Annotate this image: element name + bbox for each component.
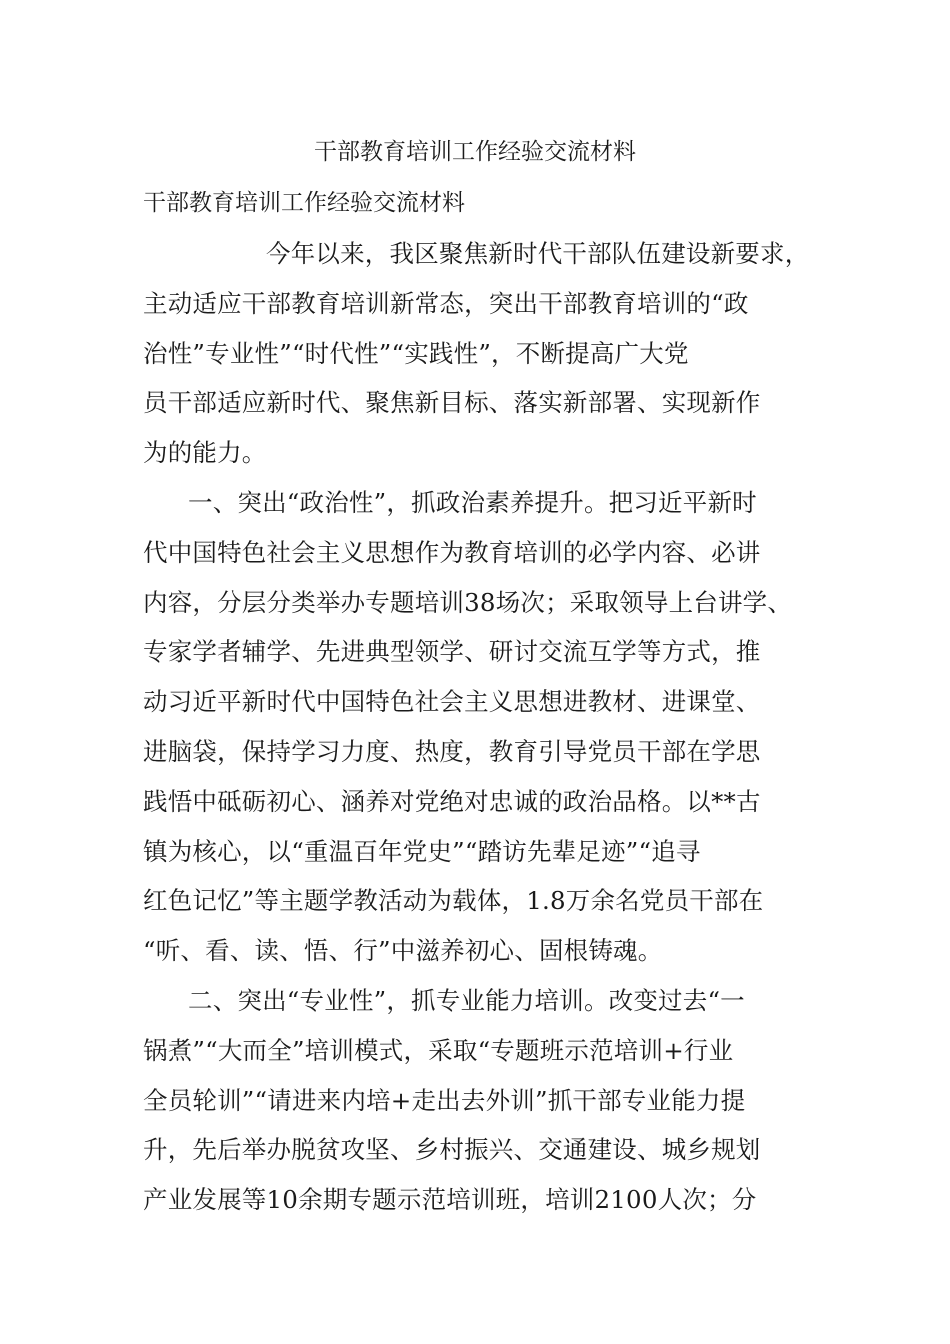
text-line: 进脑袋，保持学习力度、热度，教育引导党员干部在学思 [143, 736, 761, 766]
text-line: 全员轮训”“请进来内培+走出去外训”抓干部专业能力提 [143, 1085, 746, 1115]
text-line: 专家学者辅学、先进典型领学、研讨交流互学等方式，推 [143, 637, 761, 667]
text-line: 治性”专业性”“时代性”“实践性”，不断提高广大党 [143, 338, 689, 368]
text-line: 二、突出“专业性”，抓专业能力培训。改变过去“一 [188, 985, 745, 1015]
text-line: 内容，分层分类举办专题培训38场次；采取领导上台讲学、 [143, 587, 793, 617]
text-line: 代中国特色社会主义思想作为教育培训的必学内容、必讲 [143, 537, 761, 567]
text-line: “听、看、读、悟、行”中滋养初心、固根铸魂。 [143, 936, 663, 966]
document-body [143, 229, 833, 1225]
text-line: 一、突出“政治性”，抓政治素养提升。把习近平新时 [188, 487, 757, 517]
text-line: 锅煮”“大而全”培训模式，采取“专题班示范培训+行业 [143, 1035, 734, 1065]
text-line: 践悟中砥砺初心、涵养对党绝对忠诚的政治品格。以**古 [143, 786, 761, 816]
text-line: 镇为核心，以“重温百年党史”“踏访先辈足迹”“追寻 [143, 836, 701, 866]
paragraph-political [143, 478, 833, 976]
text-line: 主动适应干部教育培训新常态，突出干部教育培训的“政 [143, 288, 749, 318]
text-line: 为的能力。 [143, 438, 267, 468]
document-subtitle: 干部教育培训工作经验交流材料 [143, 190, 465, 216]
text-line: 今年以来，我区聚焦新时代干部队伍建设新要求， [266, 239, 810, 268]
text-line: 动习近平新时代中国特色社会主义思想进教材、进课堂、 [143, 687, 761, 717]
text-line: 升，先后举办脱贫攻坚、乡村振兴、交通建设、城乡规划 [143, 1135, 761, 1165]
text-line: 员干部适应新时代、聚焦新目标、落实新部署、实现新作 [143, 388, 761, 418]
paragraph-intro [143, 229, 833, 478]
document-title: 干部教育培训工作经验交流材料 [314, 139, 636, 165]
paragraph-professional [143, 976, 833, 1225]
text-line: 产业发展等10余期专题示范培训班，培训2100人次；分 [143, 1185, 757, 1215]
text-line: 红色记忆”等主题学教活动为载体，1.8万余名党员干部在 [143, 886, 764, 916]
